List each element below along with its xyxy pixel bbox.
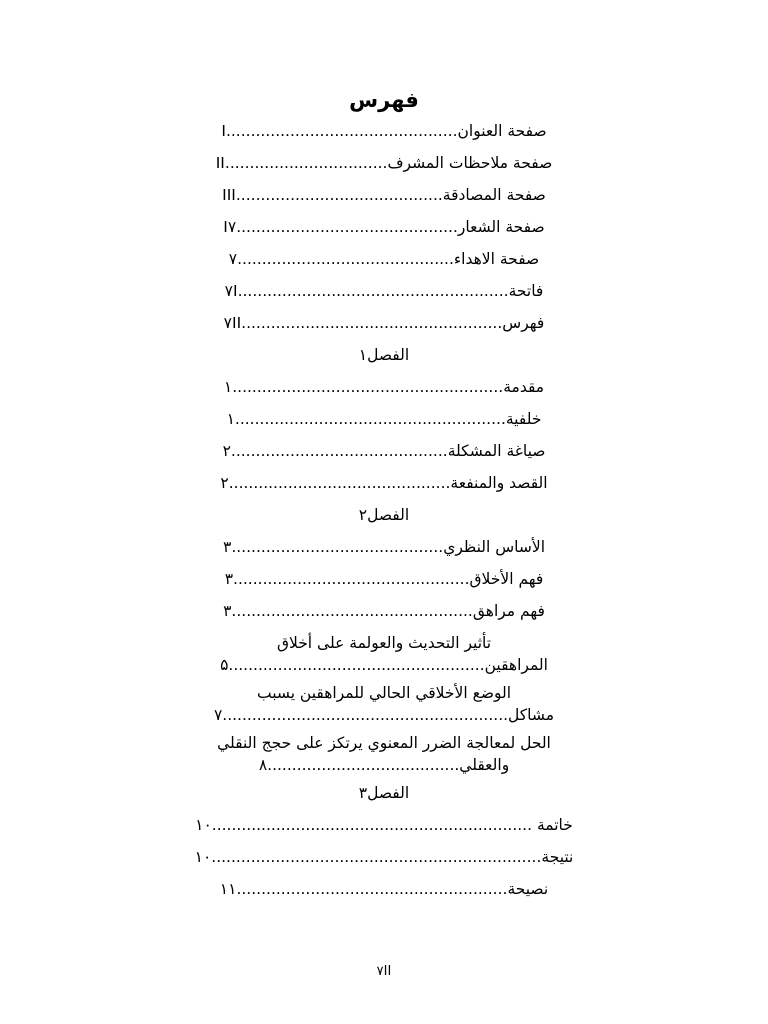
- toc-entry: صفحة العنوان...............................................I: [221, 122, 547, 140]
- toc-entry: فهم الأخلاق................................................۳: [224, 570, 544, 588]
- toc-chapter-heading: الفصل۳: [358, 784, 410, 802]
- toc-entry: خلفية.......................................................۱: [226, 410, 542, 428]
- toc-entry: نتيجة...................................................................۱۰: [194, 848, 574, 866]
- page-number: ۷II: [376, 964, 392, 979]
- toc-entry: فاتحة.......................................................۷I: [224, 282, 544, 300]
- toc-chapter-heading: الفصل۱: [358, 346, 410, 364]
- toc-entry: الأساس النظري...........................................۳: [223, 538, 545, 556]
- table-of-contents: [150, 120, 618, 910]
- toc-chapter-heading: الفصل۲: [358, 506, 410, 524]
- toc-entry: فهم مراهق.................................................۳: [223, 602, 545, 620]
- toc-entry: القصد والمنفعة.............................................۲: [220, 474, 548, 492]
- toc-entry: صياغة المشكلة............................................۲: [222, 442, 546, 460]
- toc-entry: مقدمة.......................................................۱: [223, 378, 545, 396]
- toc-entry: الحل لمعالجة الضرر المعنوي يرتكز على حجج النقلي والعقلي.......................................۸: [212, 734, 551, 774]
- toc-entry: الوضع الأخلاقي الحالي للمراهقين يسبب مشاكل..........................................................۷: [213, 684, 555, 724]
- toc-entry: تأثير التحديث والعولمة على أخلاق المراهقين....................................................۵: [220, 634, 548, 674]
- toc-entry: صفحة الشعار.............................................I۷: [223, 218, 545, 236]
- toc-entry: صفحة المصادقة..........................................III: [222, 186, 546, 204]
- page-title: فهرس: [349, 88, 419, 112]
- toc-entry: صفحة الاهداء............................................۷: [228, 250, 540, 268]
- toc-entry: فهرس.....................................................۷II: [223, 314, 545, 332]
- toc-entry: نصيحة.......................................................۱۱: [219, 880, 549, 898]
- toc-entry: صفحة ملاحظات المشرف.................................II: [215, 154, 553, 172]
- toc-entry: خاتمة .................................................................۱۰: [195, 816, 573, 834]
